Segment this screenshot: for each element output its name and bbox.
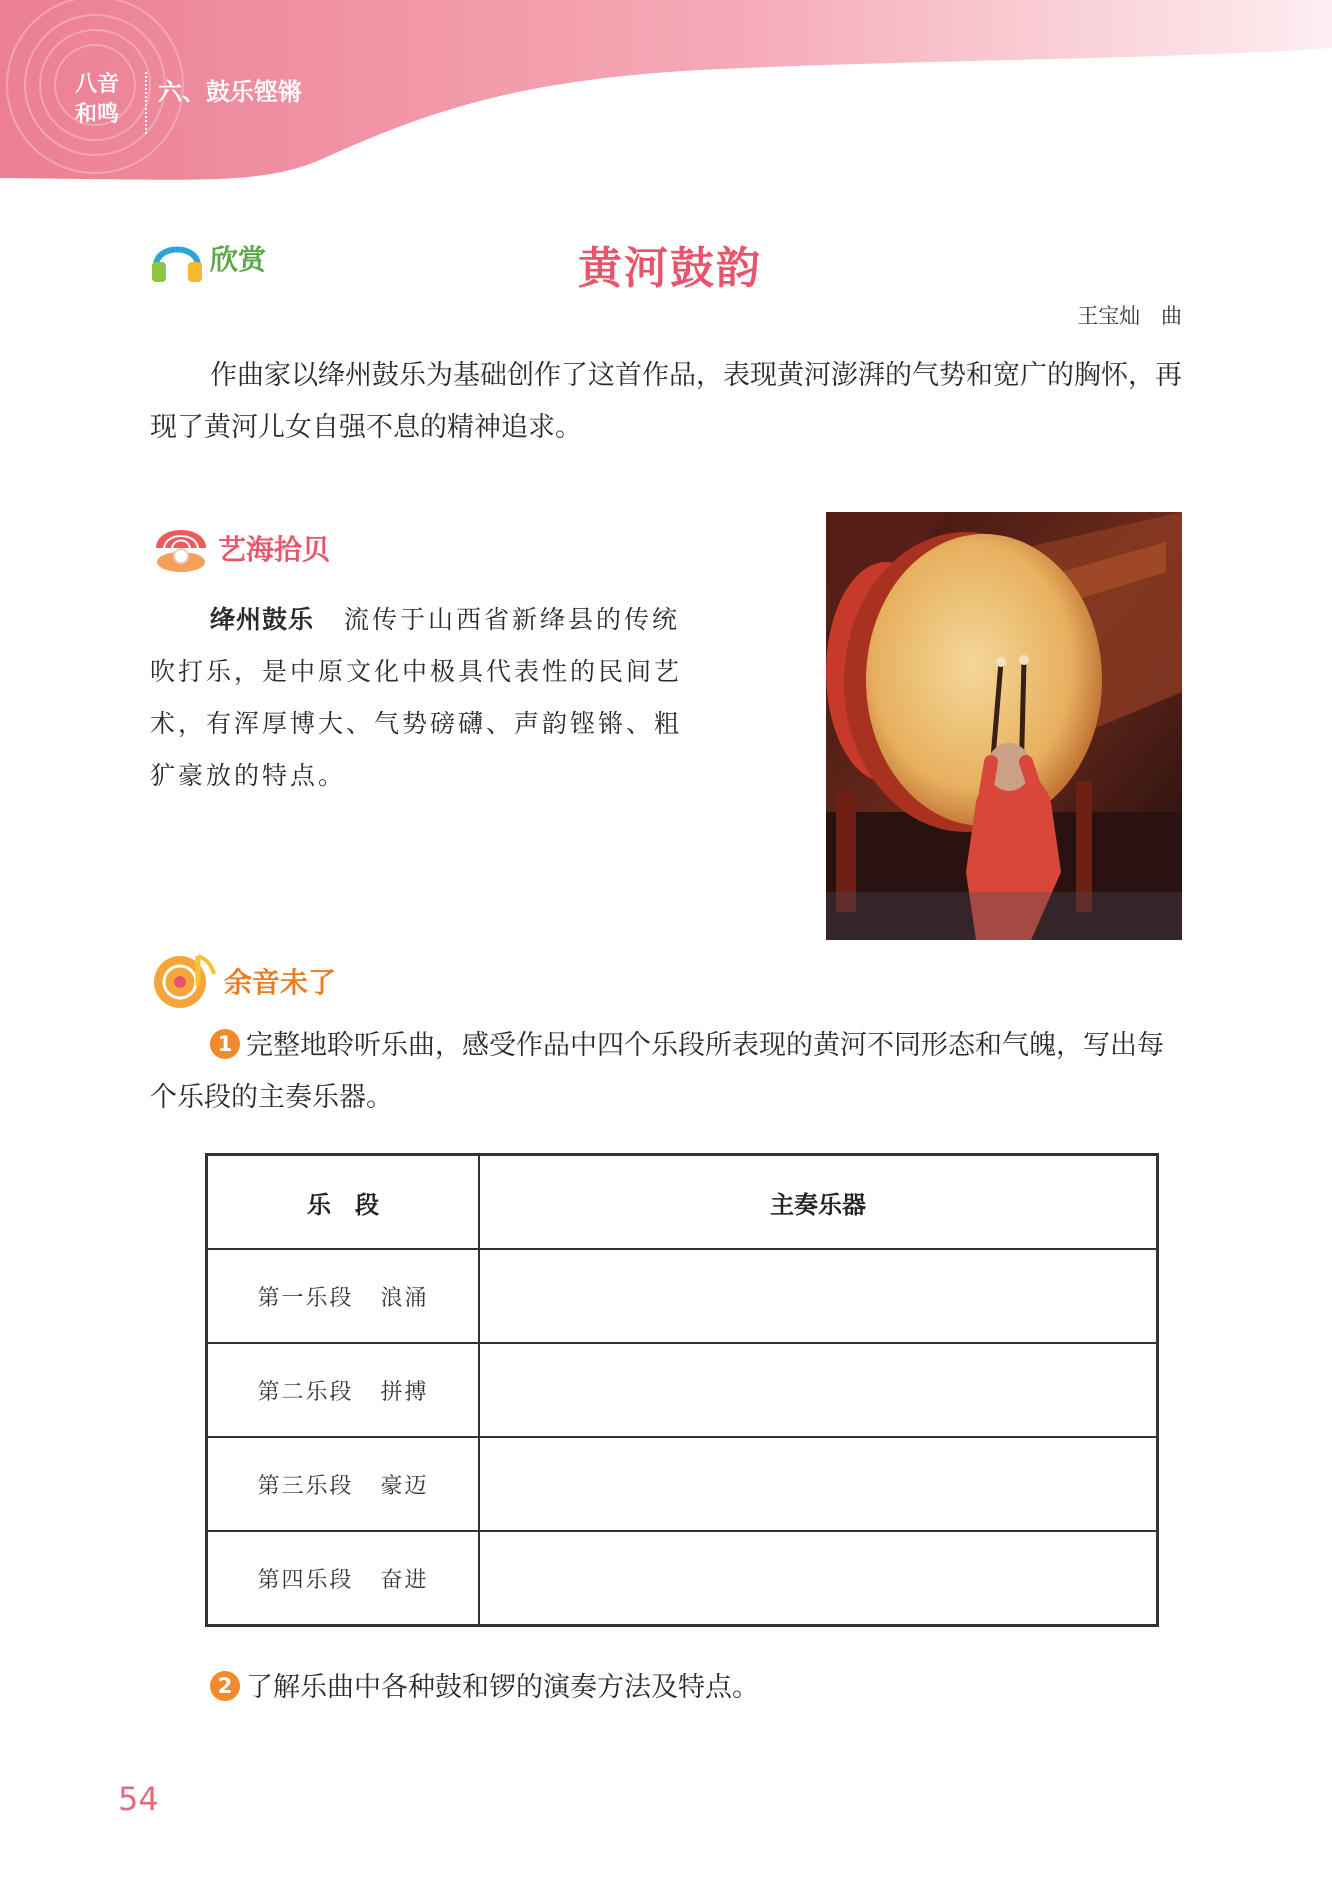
table-row bbox=[207, 1249, 1158, 1343]
intro-paragraph: 作曲家以绛州鼓乐为基础创作了这首作品，表现黄河澎湃的气势和宽广的胸怀，再现了黄河儿女自强不息的精神追求。 bbox=[150, 360, 1182, 443]
header-instrument: 主奏乐器 bbox=[479, 1155, 1158, 1250]
header-badge-line1: 八音 bbox=[74, 72, 119, 97]
instrument-answer-cell[interactable] bbox=[479, 1343, 1158, 1437]
segment-name: 第一乐段 浪涌 bbox=[207, 1249, 480, 1343]
header-badge-line2: 和鸣 bbox=[74, 102, 119, 127]
page-title: 黄河鼓韵 bbox=[578, 243, 762, 294]
header-divider bbox=[145, 72, 147, 134]
table-row bbox=[207, 1343, 1158, 1437]
page-number: 54 bbox=[118, 1780, 159, 1818]
instrument-answer-cell[interactable] bbox=[479, 1437, 1158, 1531]
instrument-answer-cell[interactable] bbox=[479, 1249, 1158, 1343]
shell-section-text: 艺海拾贝 bbox=[218, 533, 331, 566]
segment-name: 第四乐段 奋进 bbox=[207, 1531, 480, 1626]
table-header-row bbox=[207, 1155, 1158, 1250]
question-1-text: 完整地聆听乐曲，感受作品中四个乐段所表现的黄河不同形态和气魄，写出每个乐段的主奏乐器。 bbox=[150, 1030, 1164, 1113]
segment-table bbox=[205, 1153, 1159, 1627]
question-2-number: 2 bbox=[210, 1671, 240, 1701]
shell-section-label bbox=[150, 518, 330, 578]
segment-name: 第三乐段 豪迈 bbox=[207, 1437, 480, 1531]
question-1-number: 1 bbox=[210, 1029, 240, 1059]
table-row bbox=[207, 1437, 1158, 1531]
composer-credit: 王宝灿 曲 bbox=[1077, 304, 1182, 328]
table-row bbox=[207, 1531, 1158, 1626]
shell-pearl-icon bbox=[150, 518, 212, 578]
echo-section-label bbox=[150, 950, 336, 1012]
chapter-title: 六、鼓乐铿锵 bbox=[158, 77, 302, 106]
header-segment: 乐 段 bbox=[207, 1155, 480, 1250]
header-badge bbox=[62, 70, 132, 130]
instrument-answer-cell[interactable] bbox=[479, 1531, 1158, 1626]
music-note-disc-icon bbox=[150, 950, 220, 1012]
echo-section-text: 余音未了 bbox=[224, 966, 337, 999]
question-2-text: 了解乐曲中各种鼓和锣的演奏方法及特点。 bbox=[246, 1672, 759, 1703]
note-text: 流传于山西省新绛县的传统吹打乐，是中原文化中极具代表性的民间艺术，有浑厚博大、气势磅礴、声韵铿锵、粗犷豪放的特点。 bbox=[150, 605, 683, 790]
note-paragraph bbox=[150, 594, 690, 802]
headphones-icon bbox=[150, 232, 204, 284]
question-1 bbox=[150, 1020, 1190, 1124]
appreciate-label bbox=[150, 232, 266, 284]
appreciate-text: 欣赏 bbox=[210, 243, 267, 276]
question-2 bbox=[150, 1662, 1190, 1714]
drum-performance-photo bbox=[826, 512, 1182, 940]
segment-name: 第二乐段 拼搏 bbox=[207, 1343, 480, 1437]
note-term: 绛州鼓乐 bbox=[210, 605, 315, 634]
